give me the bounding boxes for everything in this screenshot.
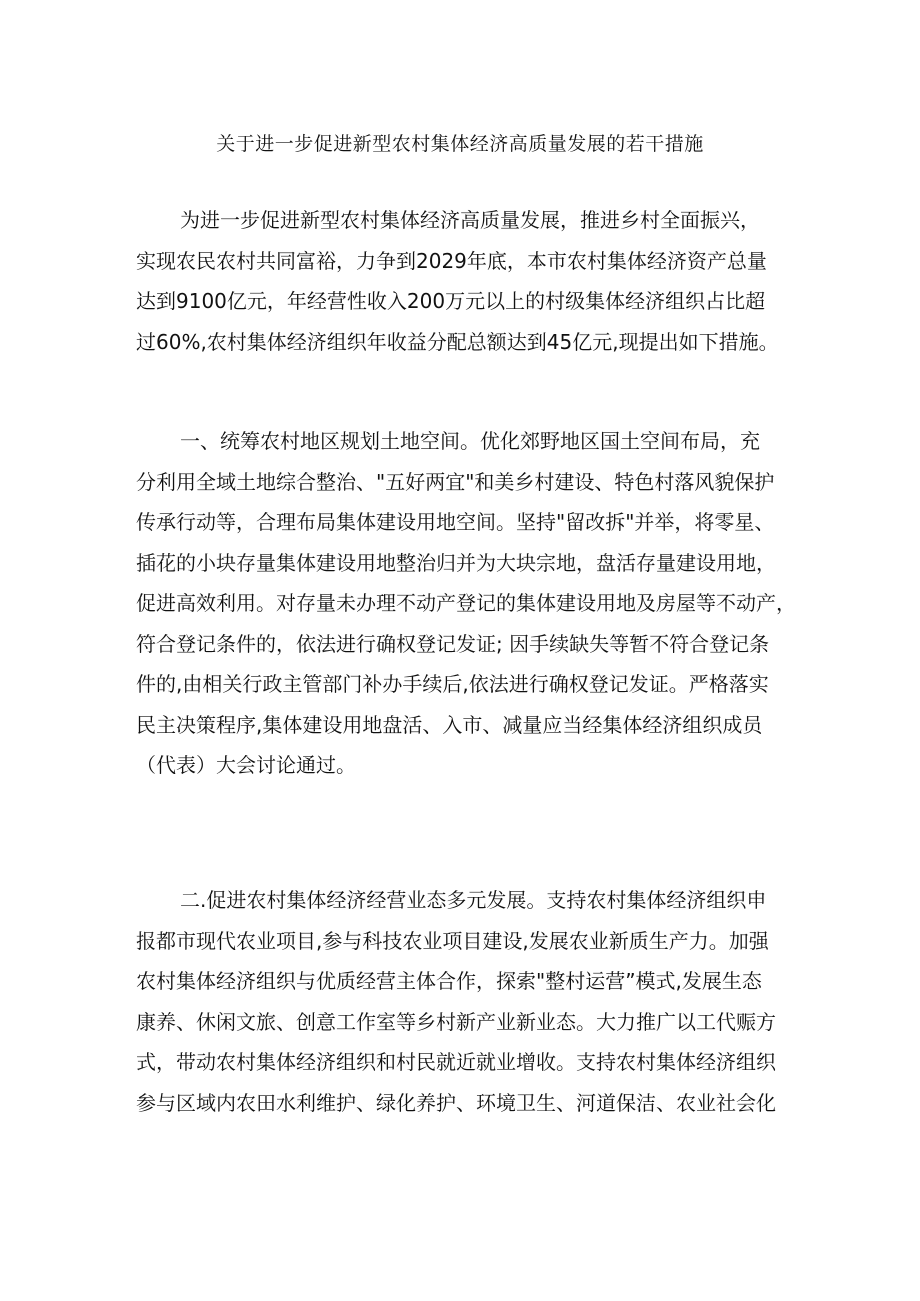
paragraph-line: 件的,由相关行政主管部门补办手续后,依法进行确权登记发证。严格落实 bbox=[136, 672, 769, 696]
paragraph-line: 参与区域内农田水利维护、绿化养护、环境卫生、河道保洁、农业社会化 bbox=[136, 1090, 776, 1115]
paragraph-line: 康养、休闲文旅、创意工作室等乡村新产业新业态。大力推广以工代赈方 bbox=[136, 1009, 776, 1034]
paragraph-line: （代表）大会讨论通过。 bbox=[136, 753, 356, 777]
paragraph-intro bbox=[136, 200, 779, 362]
paragraph-line: 式，带动农村集体经济组织和村民就近就业增收。支持农村集体经济组织 bbox=[136, 1050, 776, 1074]
paragraph-line: 促进高效利用。对存量未办理不动产登记的集体建设用地及房屋等不动产， bbox=[136, 591, 796, 615]
paragraph-line: 实现农民农村共同富裕，力争到2029年底，本市农村集体经济资产总量 bbox=[136, 248, 767, 273]
paragraph-line: 民主决策程序,集体建设用地盘活、入市、减量应当经集体经济组织成员 bbox=[136, 712, 763, 737]
paragraph-line: 一、统筹农村地区规划土地空间。优化郊野地区国土空间布局，充 bbox=[180, 429, 760, 453]
paragraph-line: 农村集体经济组织与优质经营主体合作，探索"整村运营”模式,发展生态 bbox=[136, 969, 762, 993]
paragraph-line: 符合登记条件的，依法进行确权登记发证; 因手续缺失等暂不符合登记条 bbox=[136, 631, 770, 656]
paragraph-line: 为进一步促进新型农村集体经济高质量发展，推进乡村全面振兴， bbox=[180, 208, 760, 232]
paragraph-section-2 bbox=[136, 880, 776, 1123]
document-title: 关于进一步促进新型农村集体经济高质量发展的若干措施 bbox=[216, 133, 704, 155]
paragraph-section-1 bbox=[136, 421, 796, 786]
paragraph-line: 分利用全域土地综合整治、"五好两宜"和美乡村建设、特色村落风貌保护 bbox=[136, 469, 775, 494]
paragraph-line: 二.促进农村集体经济经营业态多元发展。支持农村集体经济组织申 bbox=[180, 888, 767, 912]
paragraph-line: 过60%,农村集体经济组织年收益分配总额达到45亿元,现提出如下措施。 bbox=[136, 329, 779, 354]
paragraph-line: 报都市现代农业项目,参与科技农业项目建设,发展农业新质生产力。加强 bbox=[136, 928, 769, 953]
paragraph-line: 达到9100亿元，年经营性收入200万元以上的村级集体经济组织占比超 bbox=[136, 289, 766, 313]
paragraph-line: 传承行动等，合理布局集体建设用地空间。坚持"留改拆"并举，将零星、 bbox=[136, 510, 775, 534]
paragraph-line: 插花的小块存量集体建设用地整治归并为大块宗地，盘活存量建设用地， bbox=[136, 550, 776, 575]
